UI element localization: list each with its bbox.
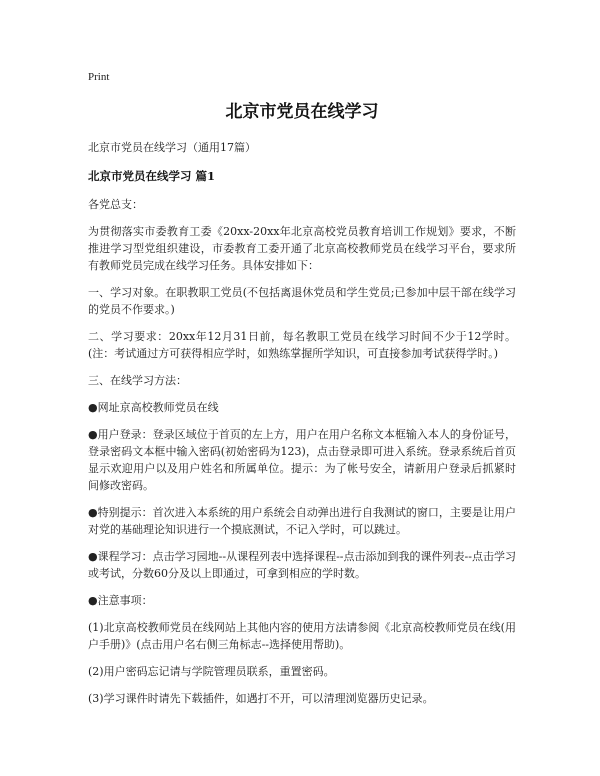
paragraph-special-note: ●特别提示：首次进入本系统的用户系统会自动弹出进行自我测试的窗口，主要是让用户对党的基础理论知识进行一个摸底测试，不记入学时，可以跳过。	[88, 506, 516, 536]
paragraph-course-study: ●课程学习：点击学习园地--从课程列表中选择课程--点击添加到我的课件列表--点击学习或考试，分数60分及以上即通过，可拿到相应的学时数。	[88, 550, 516, 580]
paragraph-notes-heading: ●注意事项：	[88, 594, 153, 607]
print-link[interactable]: Print	[88, 71, 110, 83]
section-heading: 北京市党员在线学习 篇1	[88, 169, 216, 183]
paragraph-requirement: 二、学习要求：20xx年12月31日前，每名教职工党员在线学习时间不少于12学时。(注：考试通过方可获得相应学时，如熟练掌握所学知识，可直接参加考试获得学时。)	[88, 330, 516, 360]
paragraph-note-3: (3)学习课件时请先下载插件，如遇打不开，可以清理浏览器历史记录。	[88, 692, 434, 705]
paragraph-intro: 为贯彻落实市委教育工委《20xx-20xx年北京高校党员教育培训工作规划》要求，不断推进学习型党组织建设，市委教育工委开通了北京高校教师党员在线学习平台，要求所有教师党员完成在线学习任务。具体安排如下：	[88, 225, 516, 272]
paragraph-note-1: (1)北京高校教师党员在线网站上其他内容的使用方法请参阅《北京高校教师党员在线(用户手册)》(点击用户名右侧三角标志--选择使用帮助)。	[88, 621, 516, 651]
page-title: 北京市党员在线学习	[225, 102, 379, 122]
paragraph-salutation: 各党总支：	[88, 198, 143, 211]
paragraph-target: 一、学习对象。在职教职工党员(不包括离退休党员和学生党员;已参加中层干部在线学习的党员不作要求。)	[88, 286, 516, 316]
paragraph-methods-heading: 三、在线学习方法：	[88, 374, 187, 387]
paragraph-website: ●网址京高校教师党员在线	[88, 401, 219, 414]
paragraph-login: ●用户登录：登录区域位于首页的左上方，用户在用户名称文本框输入本人的身份证号，登录密码文本框中输入密码(初始密码为123)，点击登录即可进入系统。登录系统后首页显示欢迎用户以及用户姓名和所属单位。提示：为了帐号安全，请新用户登录后抓紧时间修改密码。	[88, 428, 516, 492]
document-page	[88, 70, 516, 717]
document-body	[88, 196, 516, 707]
document-subtitle: 北京市党员在线学习（通用17篇）	[88, 141, 256, 154]
paragraph-note-2: (2)用户密码忘记请与学院管理员联系，重置密码。	[88, 665, 335, 678]
